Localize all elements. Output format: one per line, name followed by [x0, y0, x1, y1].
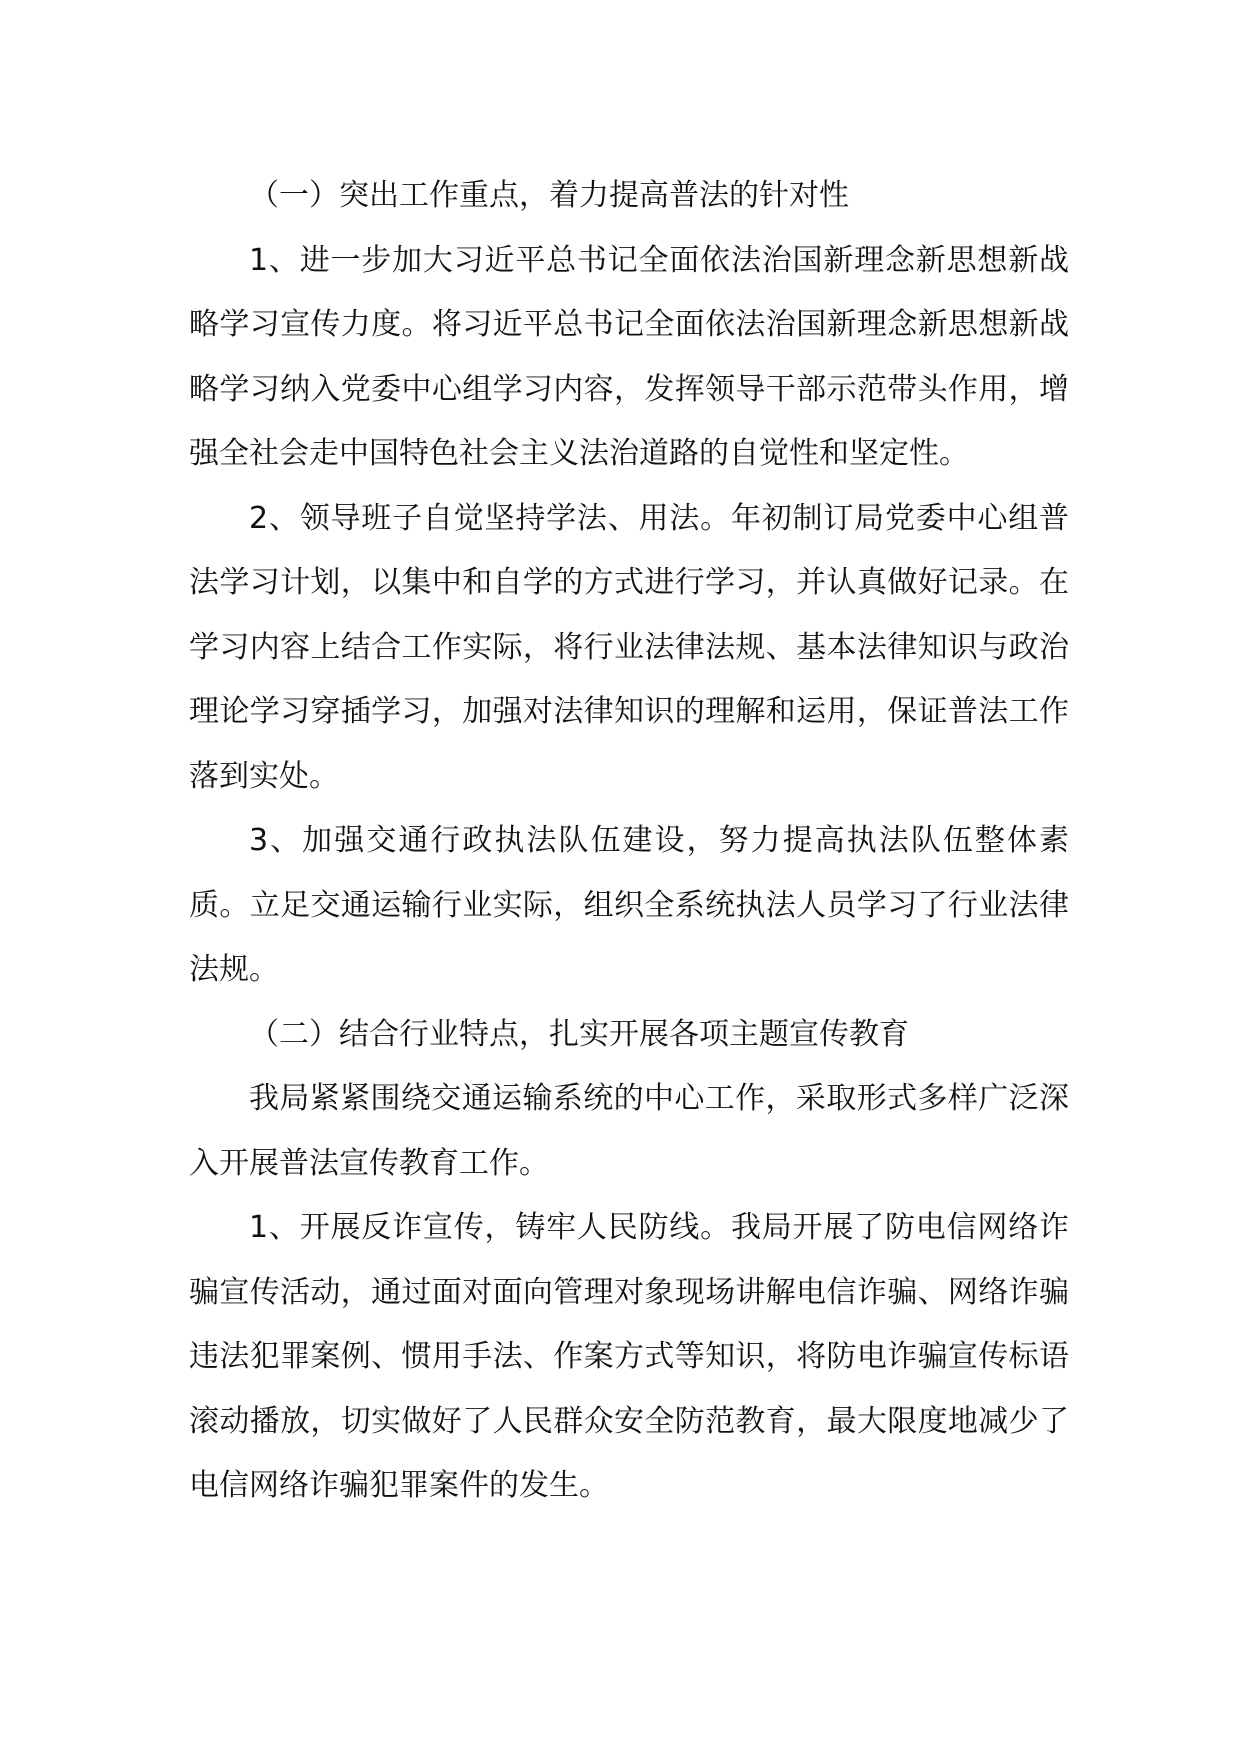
section-heading-2: （二）结合行业特点，扎实开展各项主题宣传教育	[249, 1016, 909, 1052]
paragraph-item-2: 2、领导班子自觉坚持学法、用法。年初制订局党委中心组普法学习计划，以集中和自学的方式进行学习，并认真做好记录。在学习内容上结合工作实际，将行业法律法规、基本法律知识与政治理论学习穿插学习，加强对法律知识的理解和运用，保证普法工作落到实处。	[189, 500, 1069, 794]
paragraph-item-1: 1、进一步加大习近平总书记全面依法治国新理念新思想新战略学习宣传力度。将习近平总书记全面依法治国新理念新思想新战略学习纳入党委中心组学习内容，发挥领导干部示范带头作用，增强全社会走中国特色社会主义法治道路的自觉性和坚定性。	[189, 242, 1069, 471]
paragraph-item-anti-fraud: 1、开展反诈宣传，铸牢人民防线。我局开展了防电信网络诈骗宣传活动，通过面对面向管理对象现场讲解电信诈骗、网络诈骗违法犯罪案例、惯用手法、作案方式等知识，将防电诈骗宣传标语滚动播放，切实做好了人民群众安全防范教育，最大限度地减少了电信网络诈骗犯罪案件的发生。	[189, 1210, 1069, 1503]
document-body	[189, 164, 1069, 1519]
paragraph-item-3: 3、加强交通行政执法队伍建设，努力提高执法队伍整体素质。立足交通运输行业实际，组织全系统执法人员学习了行业法律法规。	[189, 823, 1069, 987]
section-intro-paragraph: 我局紧紧围绕交通运输系统的中心工作，采取形式多样广泛深入开展普法宣传教育工作。	[189, 1081, 1069, 1181]
section-heading-1: （一）突出工作重点，着力提高普法的针对性	[249, 178, 849, 213]
